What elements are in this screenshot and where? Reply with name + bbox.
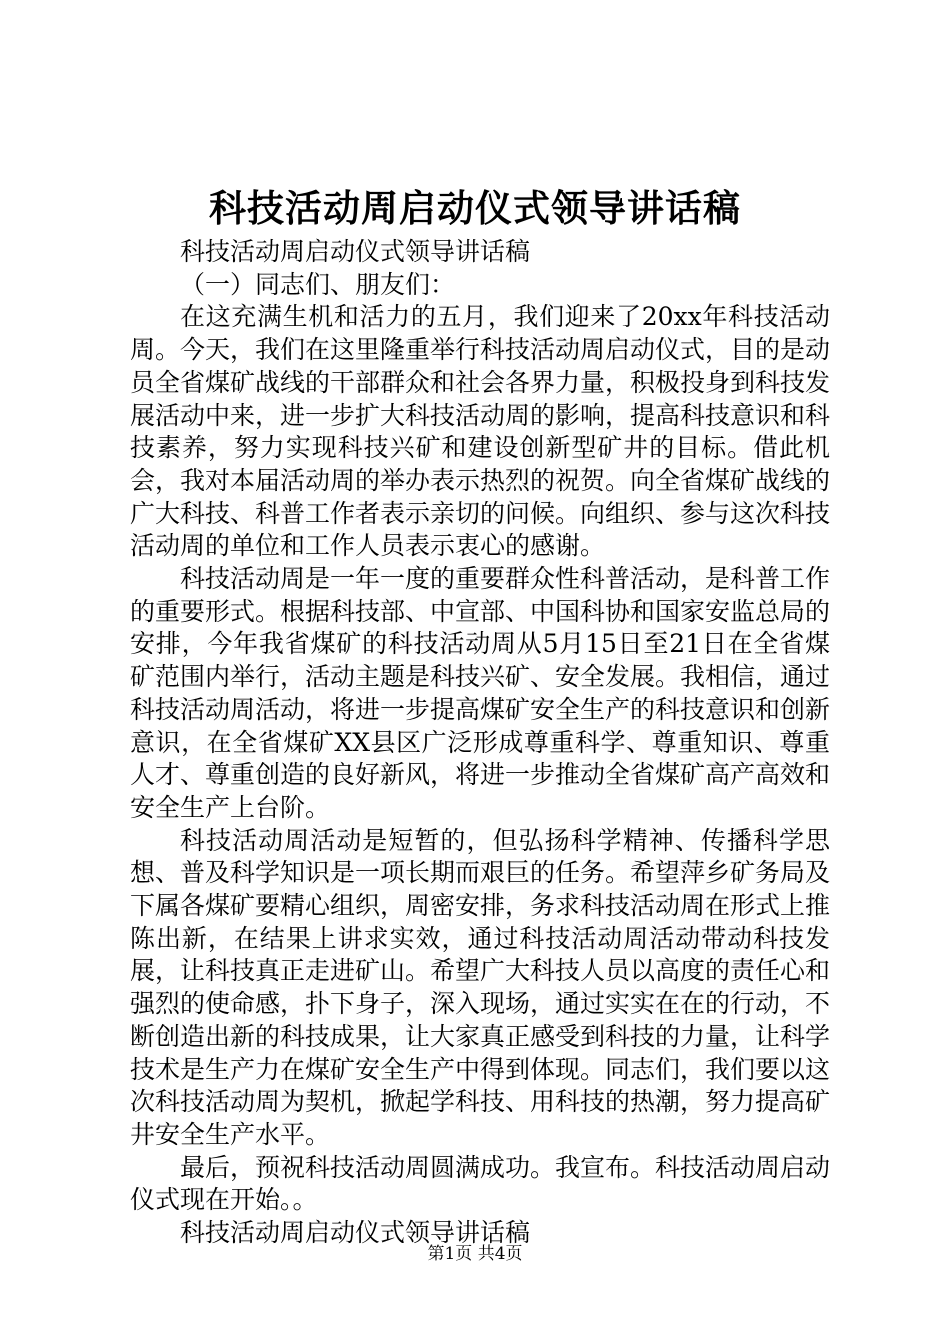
paragraph-salutation: （一）同志们、朋友们： [180, 269, 456, 299]
document-body [130, 236, 830, 1250]
document-title: 科技活动周启动仪式领导讲话稿 [209, 186, 741, 230]
paragraph-trailing-title: 科技活动周启动仪式领导讲话稿 [180, 1218, 531, 1248]
paragraph-significance: 科技活动周是一年一度的重要群众性科普活动，是科普工作的重要形式。根据科技部、中宣部、中国科协和国家安监总局的安排，今年我省煤矿的科技活动周从5月15日至21日在全省煤矿范围内举行，活动主题是科技兴矿、安全发展。我相信，通过科技活动周活动，将进一步提高煤矿安全生产的科技意识和创新意识，在全省煤矿XX县区广泛形成尊重科学、尊重知识、尊重人才、尊重创造的良好新风，将进一步推动全省煤矿高产高效和安全生产上台阶。 [130, 564, 831, 822]
paragraph-subtitle: 科技活动周启动仪式领导讲话稿 [180, 237, 531, 266]
page-number-footer: 第1页 共4页 [427, 1244, 523, 1264]
paragraph-closing: 最后，预祝科技活动周圆满成功。我宣布。科技活动周启动仪式现在开始。。 [130, 1152, 831, 1215]
paragraph-opening: 在这充满生机和活力的五月，我们迎来了20xx年科技活动周。今天，我们在这里隆重举行科技活动周启动仪式，目的是动员全省煤矿战线的干部群众和社会各界力量，积极投身到科技发展活动中来，进一步扩大科技活动周的影响，提高科技意识和科技素养，努力实现科技兴矿和建设创新型矿井的目标。借此机会，我对本届活动周的举办表示热烈的祝贺。向全省煤矿战线的广大科技、科普工作者表示亲切的问候。向组织、参与这次科技活动周的单位和工作人员表示衷心的感谢。 [130, 302, 831, 561]
paragraph-expectations: 科技活动周活动是短暂的，但弘扬科学精神、传播科学思想、普及科学知识是一项长期而艰巨的任务。希望萍乡矿务局及下属各煤矿要精心组织，周密安排，务求科技活动周在形式上推陈出新，在结果上讲求实效，通过科技活动周活动带动科技发展，让科技真正走进矿山。希望广大科技人员以高度的责任心和强烈的使命感，扑下身子，深入现场，通过实实在在的行动，不断创造出新的科技成果，让大家真正感受到科技的力量，让科学技术是生产力在煤矿安全生产中得到体现。同志们，我们要以这次科技活动周为契机，掀起学科技、用科技的热潮，努力提高矿井安全生产水平。 [130, 825, 831, 1149]
